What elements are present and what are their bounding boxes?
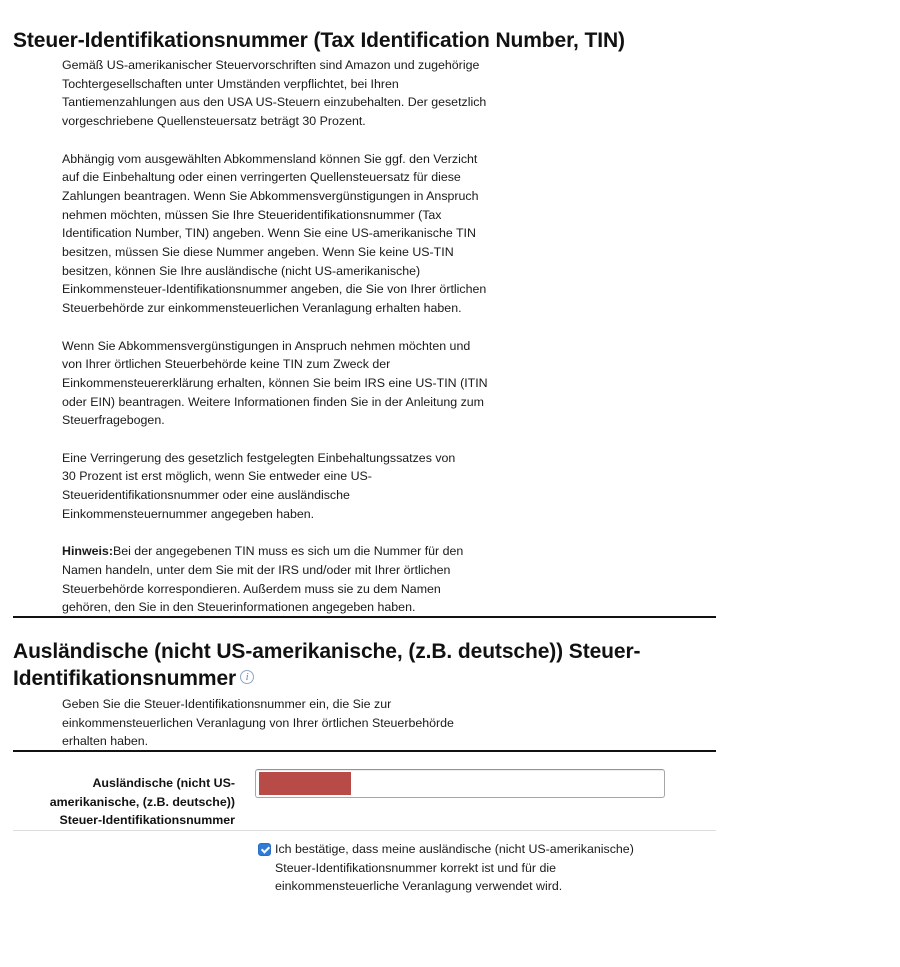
redacted-value (259, 772, 351, 795)
paragraph-treaty-benefits (62, 150, 522, 318)
text-line: Geben Sie die Steuer-Identifikationsnummer ein, die Sie zur (62, 697, 392, 711)
paragraph-withholding (62, 56, 522, 131)
paragraph-us-tin (62, 337, 522, 431)
foreign-tin-label (15, 774, 235, 830)
text-line: Tantiemenzahlungen aus den USA US-Steuern einzubehalten. Der gesetzlich (62, 95, 487, 110)
confirm-tin-checkbox[interactable] (258, 843, 271, 856)
text-line: Eine Verringerung des gesetzlich festgelegten Einbehaltungssatzes von (62, 450, 456, 465)
text-line: Abhängig vom ausgewählten Abkommensland können Sie ggf. den Verzicht (62, 151, 478, 166)
tin-section-title: Steuer-Identifikationsnummer (Tax Identification Number, TIN) (13, 29, 625, 52)
foreign-tin-description (62, 695, 522, 751)
foreign-tin-form-row (13, 760, 716, 831)
text-line: Namen handeln, unter dem Sie mit der IRS und/oder mit Ihrer örtlichen (62, 562, 451, 577)
text-line: einkommensteuerlichen Veranlagung von Ihrer örtlichen Steuerbehörde (62, 715, 454, 730)
text-line: auf die Einbehaltung oder einen verringerten Quellensteuersatz für diese (62, 170, 461, 185)
text-line: von Ihrer örtlichen Steuerbehörde keine TIN zum Zweck der (62, 357, 391, 372)
label-line: Ausländische (nicht US- (92, 776, 235, 790)
info-icon[interactable]: i (240, 670, 254, 684)
text-line: besitzen, können Sie Ihre ausländische (nicht US-amerikanische) (62, 263, 421, 278)
foreign-tin-input[interactable] (255, 769, 665, 798)
text-line: 30 Prozent ist erst möglich, wenn Sie entweder eine US- (62, 469, 372, 484)
label-line: einkommensteuerliche Veranlagung verwendet wird. (275, 879, 563, 894)
text-line: Wenn Sie Abkommensvergünstigungen in Anspruch nehmen möchten und (62, 338, 471, 353)
text-line: Tochtergesellschaften unter Umständen verpflichtet, bei Ihren (62, 76, 399, 91)
label-line: amerikanische, (z.B. deutsche)) (49, 794, 235, 809)
section-divider (13, 616, 716, 618)
paragraph-note (62, 542, 522, 617)
text-line: oder EIN) beantragen. Weitere Informationen finden Sie in der Anleitung zum (62, 394, 484, 409)
paragraph-rate-reduction (62, 449, 522, 524)
section-divider (13, 750, 716, 752)
text-line: Bei der angegebenen TIN muss es sich um die Nummer für den (112, 544, 464, 559)
confirm-tin-label[interactable] (275, 840, 675, 896)
text-line: vorgeschriebene Quellensteuersatz beträgt 30 Prozent. (62, 114, 366, 129)
text-line: Steuerfragebogen. (62, 413, 165, 428)
tin-explanation (62, 56, 522, 617)
label-line: Steuer-Identifikationsnummer korrekt ist und für die (275, 860, 556, 875)
text-line: Zahlungen beantragen. Wenn Sie Abkommensvergünstigungen in Anspruch (62, 188, 479, 203)
title-line: Identifikationsnummer (13, 667, 237, 690)
text-line: Einkommensteuererklärung erhalten, können Sie beim IRS eine US-TIN (ITIN (62, 375, 488, 390)
label-line: Steuer-Identifikationsnummer (59, 813, 235, 828)
note-label: Hinweis: (62, 544, 113, 559)
text-line: Einkommensteuer-Identifikationsnummer angeben, die Sie von Ihrer örtlichen (62, 282, 487, 297)
foreign-tin-section-title (13, 638, 713, 692)
text-line: nehmen möchten, müssen Sie Ihre Steueridentifikationsnummer (Tax (62, 207, 442, 222)
label-line: Ich bestätige, dass meine ausländische (nicht US-amerikanische) (275, 842, 634, 856)
text-line: besitzen, müssen Sie diese Nummer angeben. Wenn Sie keine US-TIN (62, 245, 454, 260)
text-line: Gemäß US-amerikanischer Steuervorschriften sind Amazon und zugehörige (62, 58, 480, 72)
text-line: Steuerbehörde korrespondieren. Außerdem muss sie zu dem Namen (62, 581, 441, 596)
text-line: Einkommensteuernummer angegeben haben. (62, 506, 315, 521)
text-line: Identification Number, TIN) angeben. Wenn Sie eine US-amerikanische TIN (62, 226, 476, 241)
text-line: gehören, den Sie in den Steuerinformationen angegeben haben. (62, 600, 416, 615)
text-line: Steueridentifikationsnummer oder eine ausländische (62, 488, 350, 503)
title-line: Ausländische (nicht US-amerikanische, (z.B. deutsche)) Steuer- (13, 640, 641, 663)
text-line: Steuerbehörde zur einkommensteuerlichen Veranlagung erhalten haben. (62, 301, 462, 316)
text-line: erhalten haben. (62, 734, 149, 749)
